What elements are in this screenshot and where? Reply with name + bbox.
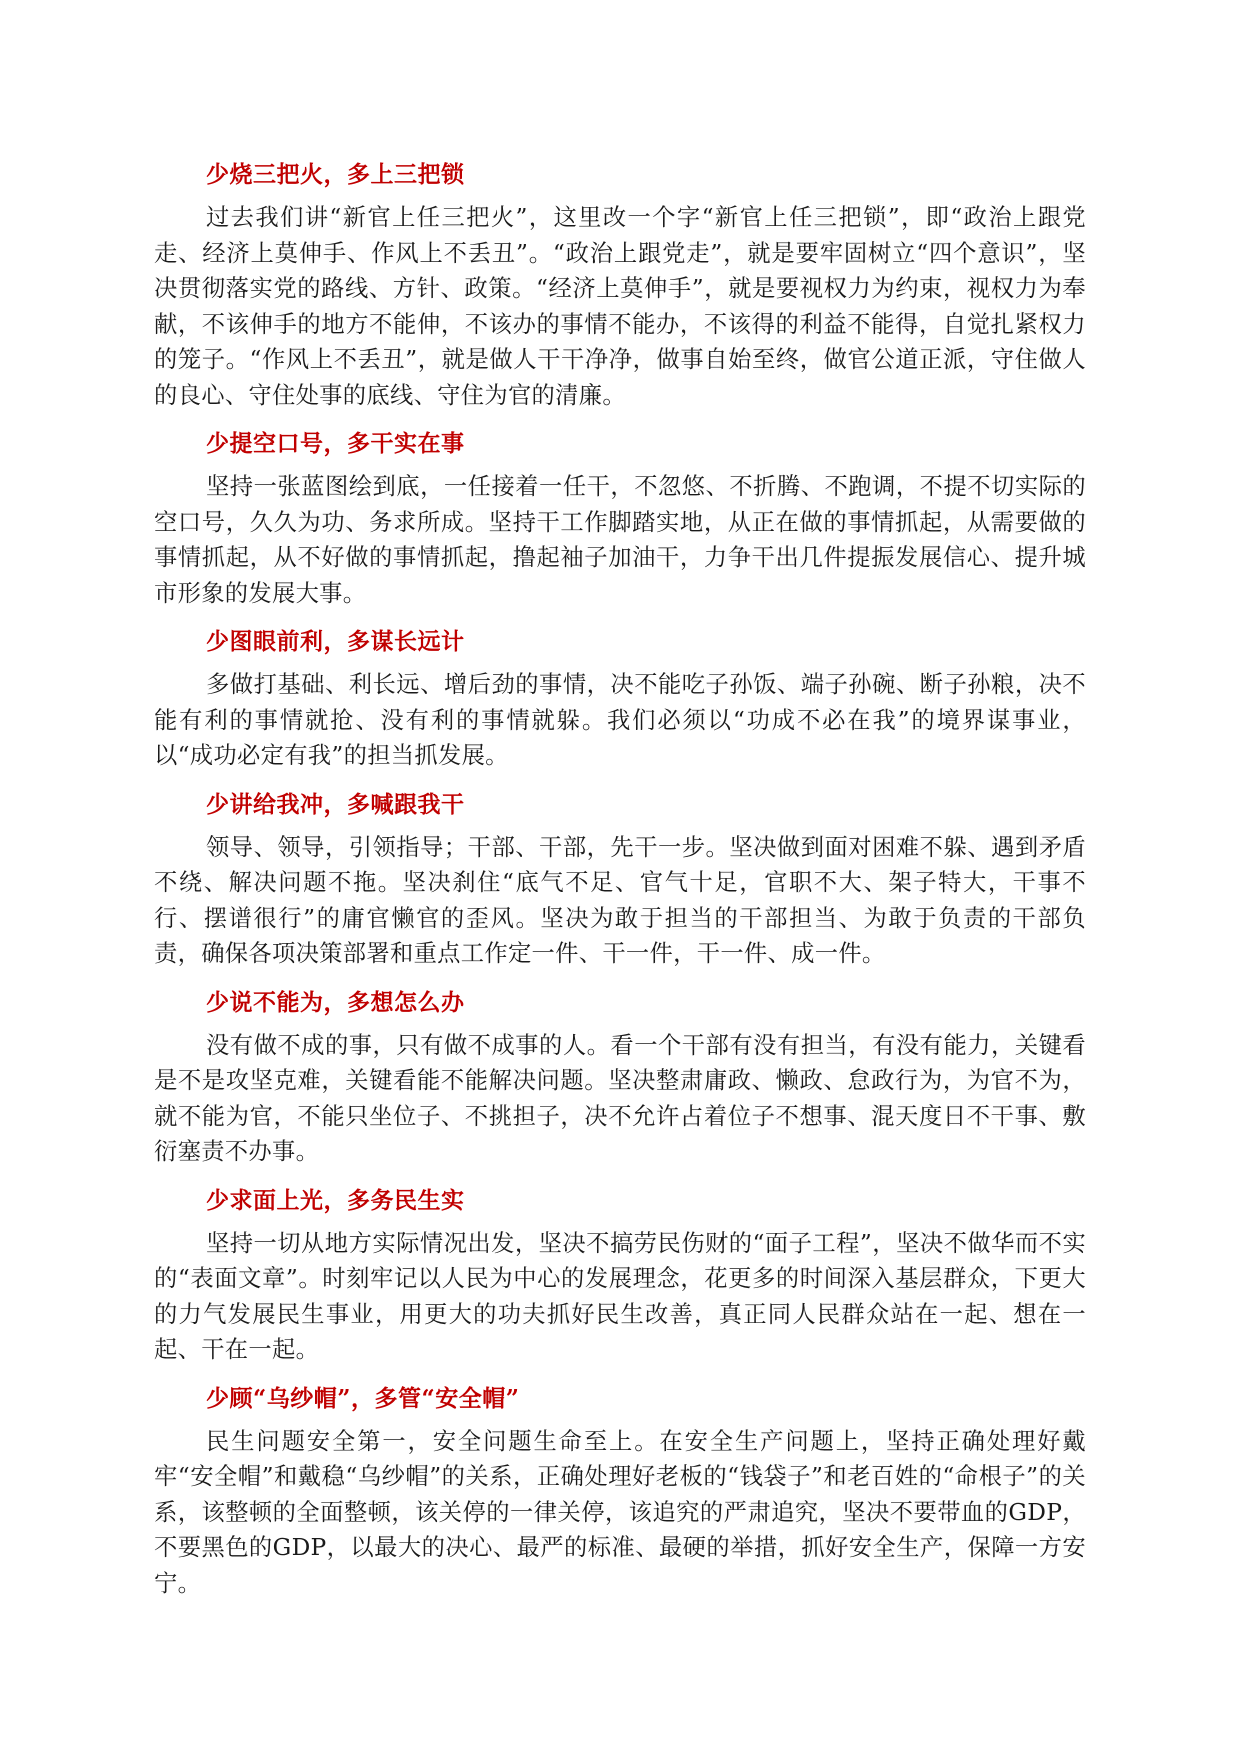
section-paragraph: 坚持一张蓝图绘到底，一任接着一任干，不忽悠、不折腾、不跑调，不提不切实际的空口号，久久为功、务求所成。坚持干工作脚踏实地，从正在做的事情抓起，从需要做的事情抓起，从不好做的事情抓起，撸起袖子加油干，力争干出几件提振发展信心、提升城市形象的发展大事。 [154, 473, 1086, 607]
section-paragraph: 领导、领导，引领指导；干部、干部，先干一步。坚决做到面对困难不躲、遇到矛盾不绕、解决问题不拖。坚决刹住“底气不足、官气十足，官职不大、架子特大，干事不行、摆谱很行”的庸官懒官的歪风。坚决为敢于担当的干部担当、为敢于负责的干部负责，确保各项决策部署和重点工作定一件、干一件，干一件、成一件。 [154, 833, 1086, 967]
section-2 [154, 427, 1086, 611]
section-paragraph: 没有做不成的事，只有做不成事的人。看一个干部有没有担当，有没有能力，关键看是不是攻坚克难，关键看能不能解决问题。坚决整肃庸政、懒政、怠政行为，为官不为，就不能为官，不能只坐位子、不挑担子，决不允许占着位子不想事、混天度日不干事、敷衍塞责不办事。 [154, 1031, 1086, 1165]
section-paragraph: 过去我们讲“新官上任三把火”，这里改一个字“新官上任三把锁”，即“政治上跟党走、经济上莫伸手、作风上不丢丑”。“政治上跟党走”，就是要牢固树立“四个意识”，坚决贯彻落实党的路线、方针、政策。“经济上莫伸手”，就是要视权力为约束，视权力为奉献，不该伸手的地方不能伸，不该办的事情不能办，不该得的利益不能得，自觉扎紧权力的笼子。“作风上不丢丑”，就是做人干干净净，做事自始至终，做官公道正派，守住做人的良心、守住处事的底线、守住为官的清廉。 [154, 204, 1086, 409]
section-3 [154, 625, 1086, 774]
section-paragraph: 坚持一切从地方实际情况出发，坚决不搞劳民伤财的“面子工程”，坚决不做华而不实的“表面文章”。时刻牢记以人民为中心的发展理念，花更多的时间深入基层群众，下更大的力气发展民生事业，用更大的功夫抓好民生改善，真正同人民群众站在一起、想在一起、干在一起。 [154, 1229, 1086, 1363]
section-1 [154, 158, 1086, 413]
section-4 [154, 788, 1086, 972]
section-paragraph: 多做打基础、利长远、增后劲的事情，决不能吃子孙饭、端子孙碗、断子孙粮，决不能有利的事情就抢、没有利的事情就躲。我们必须以“功成不必在我”的境界谋事业，以“成功必定有我”的担当抓发展。 [154, 671, 1086, 769]
section-6 [154, 1184, 1086, 1368]
document-body [154, 158, 1086, 1615]
section-heading: 少说不能为，多想怎么办 [206, 988, 465, 1016]
section-heading: 少提空口号，多干实在事 [206, 430, 465, 457]
section-heading: 少图眼前利，多谋长远计 [206, 628, 465, 655]
section-heading: 少烧三把火，多上三把锁 [206, 161, 465, 188]
section-5 [154, 986, 1086, 1170]
section-heading: 少顾“乌纱帽”，多管“安全帽” [206, 1384, 520, 1412]
section-paragraph: 民生问题安全第一，安全问题生命至上。在安全生产问题上，坚持正确处理好戴牢“安全帽”和戴稳“乌纱帽”的关系，正确处理好老板的“钱袋子”和老百姓的“命根子”的关系，该整顿的全面整顿，该关停的一律关停，该追究的严肃追究，坚决不要带血的GDP，不要黑色的GDP，以最大的决心、最严的标准、最硬的举措，抓好安全生产，保障一方安宁。 [154, 1427, 1086, 1597]
section-heading: 少求面上光，多务民生实 [206, 1186, 465, 1214]
section-7 [154, 1382, 1086, 1602]
section-heading: 少讲给我冲，多喊跟我干 [206, 790, 465, 818]
